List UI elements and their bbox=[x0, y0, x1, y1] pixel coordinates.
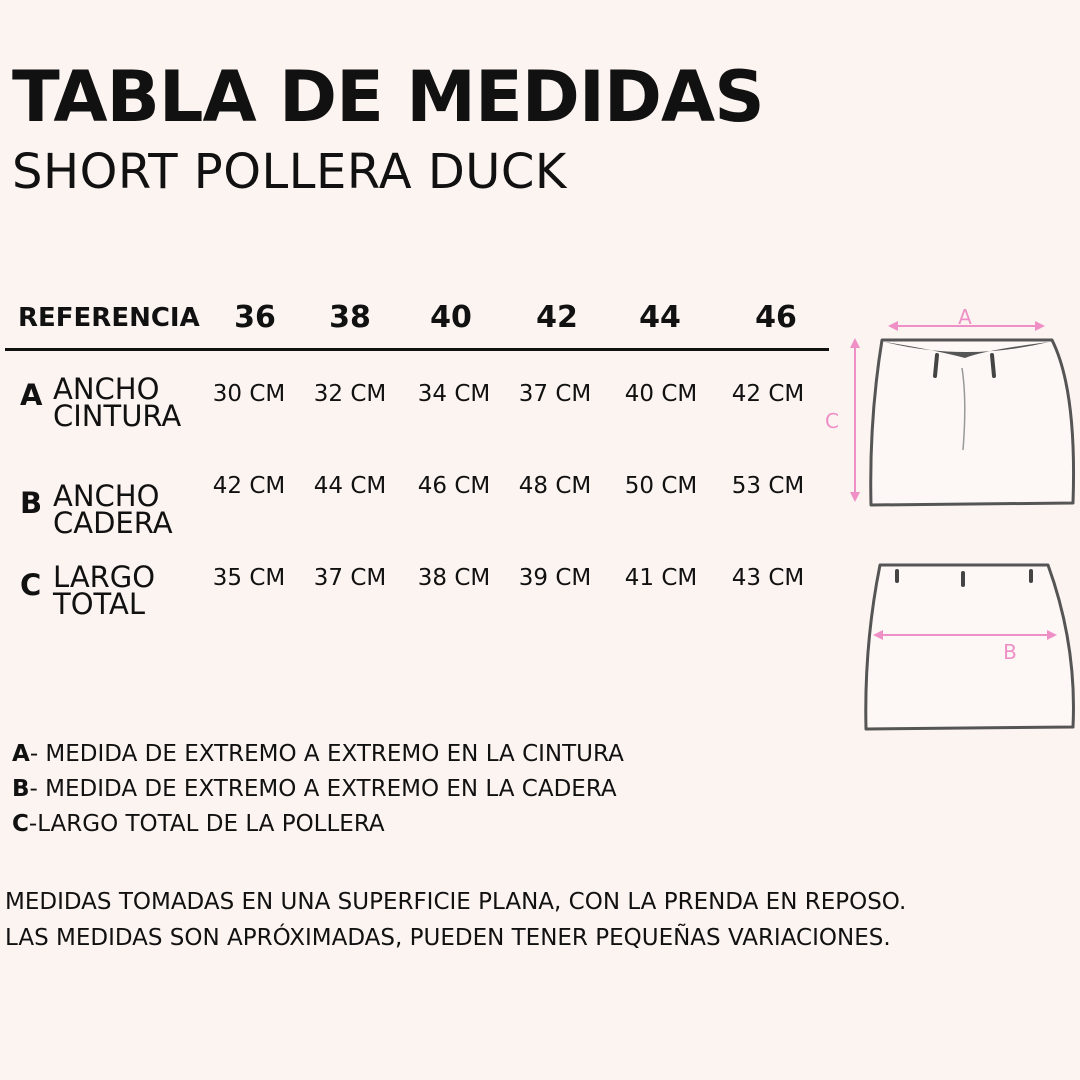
row-c-letter: C bbox=[20, 568, 42, 602]
header-size-46: 46 bbox=[755, 300, 797, 335]
cell-a-36: 30 CM bbox=[212, 381, 286, 407]
cell-a-46: 42 CM bbox=[731, 381, 805, 407]
diagram-label-a: A bbox=[958, 305, 972, 329]
cell-a-42: 37 CM bbox=[518, 381, 592, 407]
note-c bbox=[12, 811, 385, 837]
cell-b-38: 44 CM bbox=[313, 473, 387, 499]
note-c-letter: C bbox=[12, 811, 29, 837]
note-b bbox=[12, 776, 617, 802]
header-size-44: 44 bbox=[639, 300, 681, 335]
header-size-42: 42 bbox=[536, 300, 578, 335]
row-a-label-line2: CINTURA bbox=[53, 399, 182, 433]
header-size-38: 38 bbox=[329, 300, 371, 335]
row-b-label-line1: ANCHO bbox=[53, 479, 160, 513]
header-size-36: 36 bbox=[234, 300, 276, 335]
diagram-label-c: C bbox=[825, 409, 839, 433]
row-b-letter: B bbox=[20, 486, 43, 520]
header-divider bbox=[5, 348, 829, 351]
note-b-letter: B bbox=[12, 776, 30, 802]
disclaimer-line-1: MEDIDAS TOMADAS EN UNA SUPERFICIE PLANA, CON LA PRENDA EN REPOSO. bbox=[5, 889, 907, 915]
row-c-label-line1: LARGO bbox=[53, 560, 156, 594]
cell-b-44: 50 CM bbox=[624, 473, 698, 499]
row-a-letter: A bbox=[20, 378, 43, 412]
cell-b-40: 46 CM bbox=[417, 473, 491, 499]
row-a-label bbox=[53, 372, 182, 433]
note-a bbox=[12, 741, 624, 767]
skirt-front-diagram bbox=[815, 300, 1080, 525]
page-title: TABLA DE MEDIDAS bbox=[12, 56, 764, 138]
cell-c-40: 38 CM bbox=[417, 565, 491, 591]
cell-a-40: 34 CM bbox=[417, 381, 491, 407]
cell-c-36: 35 CM bbox=[212, 565, 286, 591]
diagram-label-b: B bbox=[1003, 640, 1017, 664]
note-a-text: - MEDIDA DE EXTREMO A EXTREMO EN LA CINTURA bbox=[29, 741, 624, 767]
cell-a-38: 32 CM bbox=[313, 381, 387, 407]
cell-b-46: 53 CM bbox=[731, 473, 805, 499]
disclaimer-line-2: LAS MEDIDAS SON APRÓXIMADAS, PUEDEN TENER PEQUEÑAS VARIACIONES. bbox=[5, 925, 891, 951]
page-subtitle: SHORT POLLERA DUCK bbox=[12, 144, 567, 200]
note-c-text: -LARGO TOTAL DE LA POLLERA bbox=[28, 811, 385, 837]
row-b-label-line2: CADERA bbox=[53, 506, 173, 540]
cell-a-44: 40 CM bbox=[624, 381, 698, 407]
row-c-label-line2: TOTAL bbox=[53, 587, 145, 621]
cell-c-44: 41 CM bbox=[624, 565, 698, 591]
note-b-text: - MEDIDA DE EXTREMO A EXTREMO EN LA CADERA bbox=[29, 776, 617, 802]
header-size-40: 40 bbox=[430, 300, 472, 335]
row-c-label bbox=[53, 560, 156, 621]
cell-b-36: 42 CM bbox=[212, 473, 286, 499]
cell-c-38: 37 CM bbox=[313, 565, 387, 591]
skirt-back-diagram bbox=[855, 555, 1080, 735]
row-a-label-line1: ANCHO bbox=[53, 372, 160, 406]
cell-c-46: 43 CM bbox=[731, 565, 805, 591]
row-b-label bbox=[53, 479, 173, 540]
cell-c-42: 39 CM bbox=[518, 565, 592, 591]
cell-b-42: 48 CM bbox=[518, 473, 592, 499]
note-a-letter: A bbox=[12, 741, 30, 767]
header-reference: REFERENCIA bbox=[18, 303, 200, 333]
